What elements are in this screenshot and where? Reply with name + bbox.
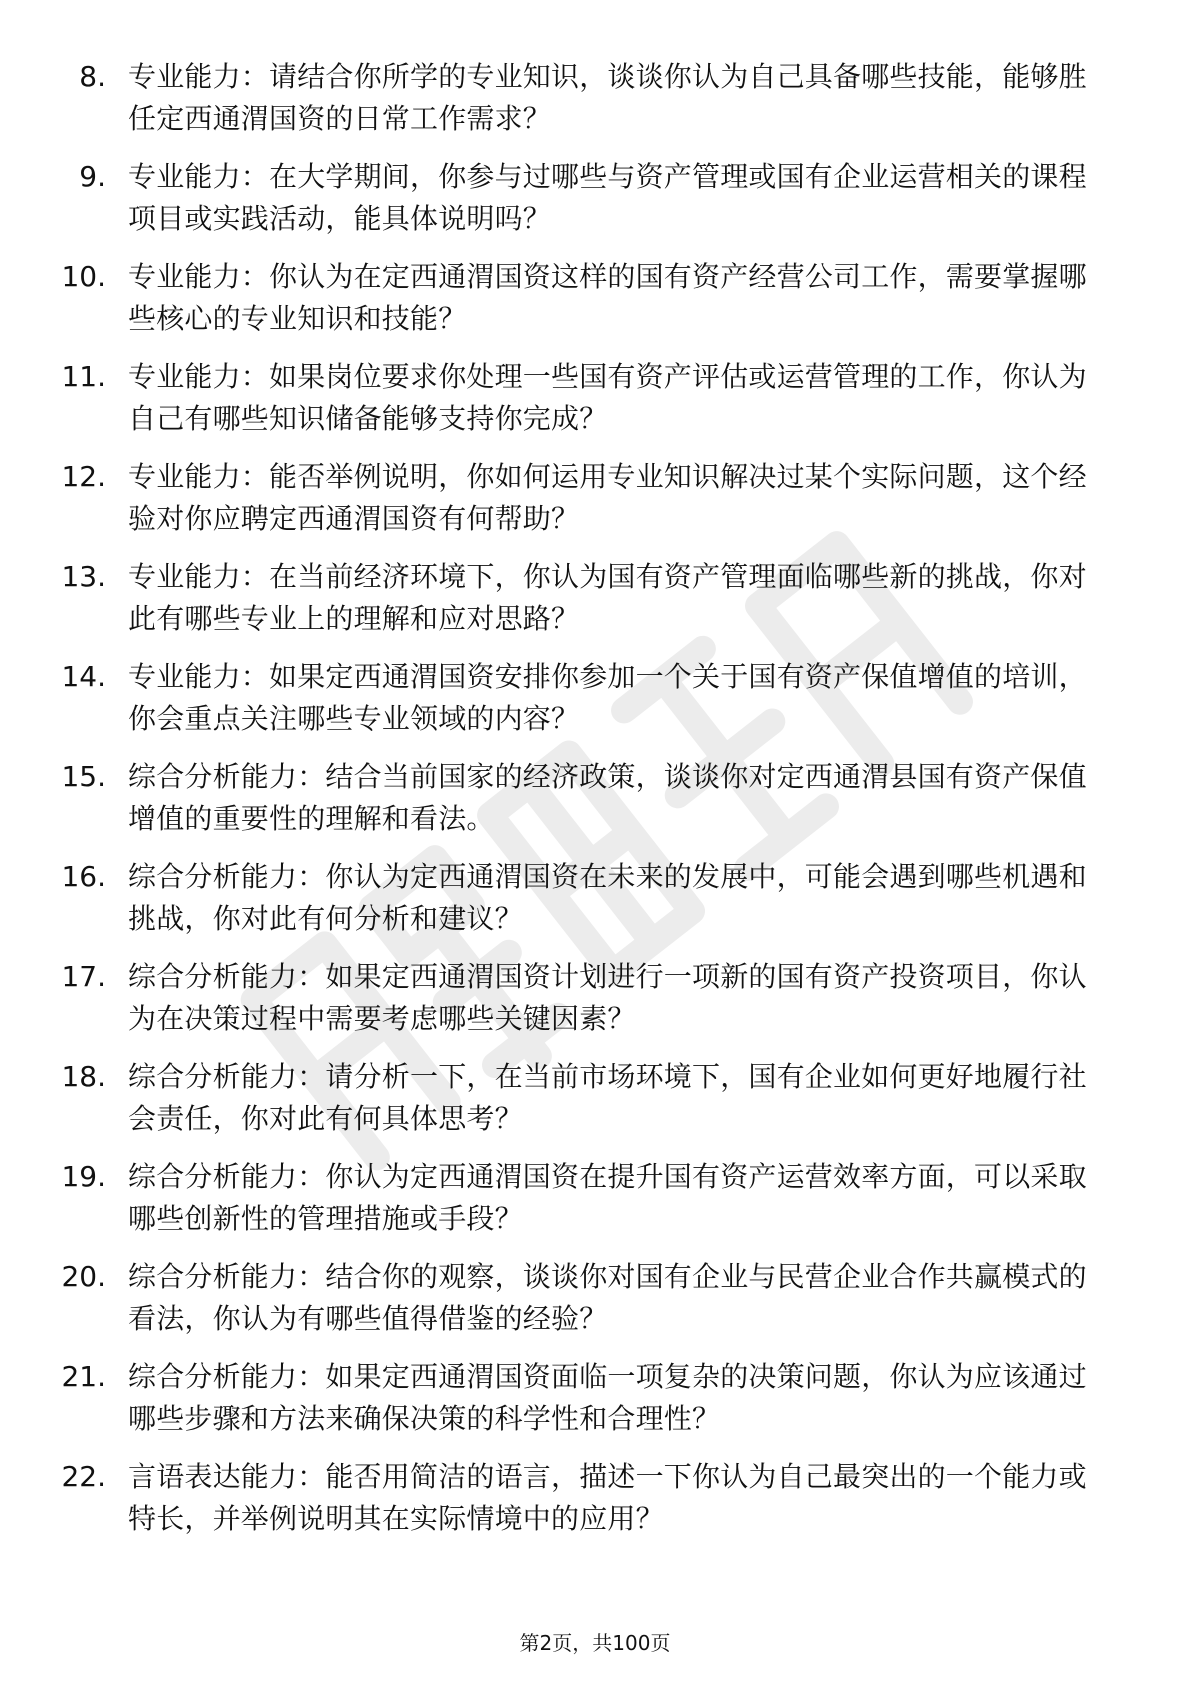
question-number: 9. [79,160,106,193]
question-text: 综合分析能力：结合当前国家的经济政策，谈谈你对定西通渭县国有资产保值增值的重要性的理解和看法。 [128,760,1087,835]
page-footer [0,1628,1190,1658]
question-text: 专业能力：在当前经济环境下，你认为国有资产管理面临哪些新的挑战，你对此有哪些专业上的理解和应对思路？ [128,560,1087,635]
question-item [0,950,1190,1050]
question-number: 22. [61,1460,106,1493]
question-item [0,550,1190,650]
question-text: 专业能力：如果定西通渭国资安排你参加一个关于国有资产保值增值的培训，你会重点关注哪些专业领域的内容？ [128,660,1087,735]
question-text: 专业能力：你认为在定西通渭国资这样的国有资产经营公司工作，需要掌握哪些核心的专业知识和技能？ [128,260,1087,335]
question-number: 8. [79,60,106,93]
question-item [0,350,1190,450]
question-text: 综合分析能力：你认为定西通渭国资在未来的发展中，可能会遇到哪些机遇和挑战，你对此有何分析和建议？ [128,860,1087,935]
page-number-label: 第2页，共100页 [519,1631,671,1655]
question-number: 15. [61,760,106,793]
question-number: 19. [61,1160,106,1193]
question-text: 综合分析能力：如果定西通渭国资计划进行一项新的国有资产投资项目，你认为在决策过程中需要考虑哪些关键因素？ [128,960,1087,1035]
question-number: 13. [61,560,106,593]
question-item [0,1250,1190,1350]
question-number: 11. [61,360,106,393]
question-number: 20. [61,1260,106,1293]
question-text: 专业能力：在大学期间，你参与过哪些与资产管理或国有企业运营相关的课程项目或实践活动，能具体说明吗？ [128,160,1087,235]
question-text: 综合分析能力：请分析一下，在当前市场环境下，国有企业如何更好地履行社会责任，你对此有何具体思考？ [128,1060,1087,1135]
question-text: 专业能力：能否举例说明，你如何运用专业知识解决过某个实际问题，这个经验对你应聘定西通渭国资有何帮助？ [128,460,1087,535]
question-number: 10. [61,260,106,293]
question-number: 17. [61,960,106,993]
question-item [0,150,1190,250]
question-number: 16. [61,860,106,893]
question-item [0,650,1190,750]
question-item [0,250,1190,350]
question-text: 综合分析能力：结合你的观察，谈谈你对国有企业与民营企业合作共赢模式的看法，你认为有哪些值得借鉴的经验？ [128,1260,1087,1335]
question-item [0,50,1190,150]
question-text: 言语表达能力：能否用简洁的语言，描述一下你认为自己最突出的一个能力或特长，并举例说明其在实际情境中的应用？ [128,1460,1087,1535]
question-number: 14. [61,660,106,693]
question-text: 综合分析能力：你认为定西通渭国资在提升国有资产运营效率方面，可以采取哪些创新性的管理措施或手段？ [128,1160,1087,1235]
question-item [0,450,1190,550]
question-item [0,1150,1190,1250]
question-item [0,750,1190,850]
question-text: 专业能力：请结合你所学的专业知识，谈谈你认为自己具备哪些技能，能够胜任定西通渭国资的日常工作需求？ [128,60,1087,135]
question-number: 21. [61,1360,106,1393]
question-item [0,850,1190,950]
question-number: 12. [61,460,106,493]
question-text: 专业能力：如果岗位要求你处理一些国有资产评估或运营管理的工作，你认为自己有哪些知识储备能够支持你完成？ [128,360,1087,435]
question-number: 18. [61,1060,106,1093]
question-text: 综合分析能力：如果定西通渭国资面临一项复杂的决策问题，你认为应该通过哪些步骤和方法来确保决策的科学性和合理性？ [128,1360,1087,1435]
question-item [0,1050,1190,1150]
question-list [0,50,1190,1550]
question-item [0,1350,1190,1450]
question-item [0,1450,1190,1550]
